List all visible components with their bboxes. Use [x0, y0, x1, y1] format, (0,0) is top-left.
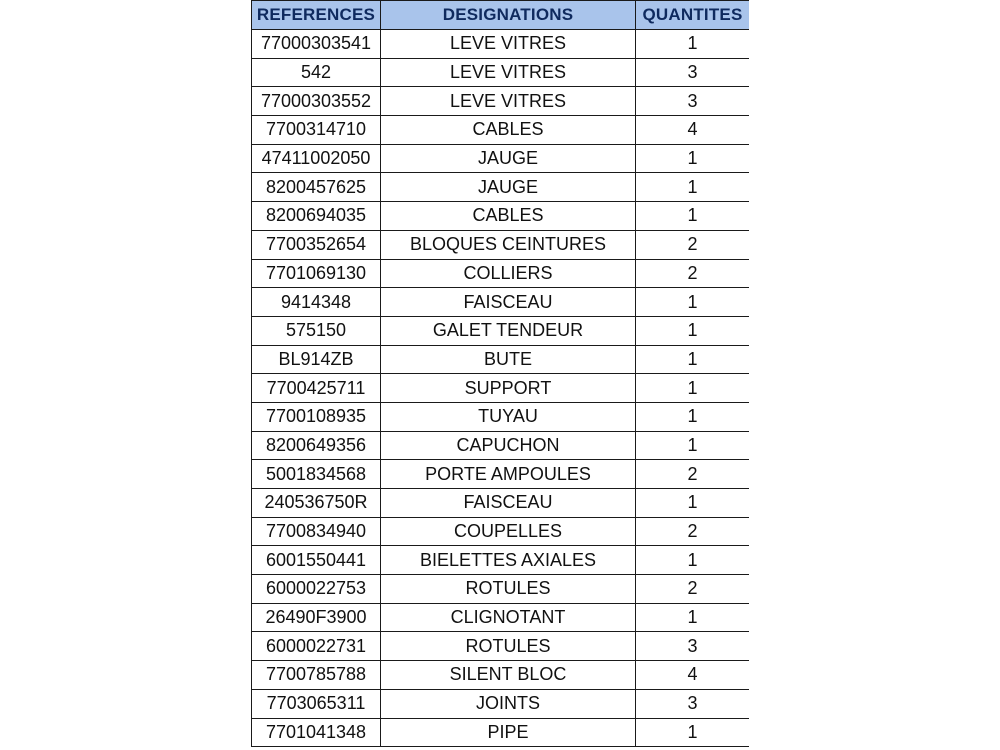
column-header-references: REFERENCES: [252, 1, 381, 30]
reference-cell: 8200694035: [252, 202, 381, 231]
table-row: [252, 144, 750, 173]
quantity-cell: 1: [636, 546, 750, 575]
quantity-cell: 1: [636, 173, 750, 202]
reference-cell: 7701069130: [252, 259, 381, 288]
designation-cell: LEVE VITRES: [381, 30, 636, 59]
quantity-cell: 4: [636, 661, 750, 690]
reference-cell: 8200457625: [252, 173, 381, 202]
quantity-cell: 3: [636, 87, 750, 116]
table-row: [252, 316, 750, 345]
table-row: [252, 489, 750, 518]
designation-cell: ROTULES: [381, 632, 636, 661]
designation-cell: COUPELLES: [381, 517, 636, 546]
quantity-cell: 2: [636, 259, 750, 288]
table-row: [252, 689, 750, 718]
reference-cell: 240536750R: [252, 489, 381, 518]
designation-cell: LEVE VITRES: [381, 87, 636, 116]
parts-table: [251, 0, 749, 747]
quantity-cell: 1: [636, 30, 750, 59]
reference-cell: 7700785788: [252, 661, 381, 690]
table-body: [252, 30, 750, 747]
designation-cell: CAPUCHON: [381, 431, 636, 460]
designation-cell: FAISCEAU: [381, 288, 636, 317]
parts-spreadsheet: [251, 0, 749, 750]
designation-cell: TUYAU: [381, 402, 636, 431]
table-row: [252, 402, 750, 431]
table-row: [252, 173, 750, 202]
reference-cell: 7700352654: [252, 230, 381, 259]
table-row: [252, 30, 750, 59]
reference-cell: 7700834940: [252, 517, 381, 546]
reference-cell: 6000022731: [252, 632, 381, 661]
reference-cell: BL914ZB: [252, 345, 381, 374]
quantity-cell: 1: [636, 345, 750, 374]
reference-cell: 8200649356: [252, 431, 381, 460]
table-row: [252, 288, 750, 317]
table-row: [252, 546, 750, 575]
quantity-cell: 3: [636, 632, 750, 661]
designation-cell: SUPPORT: [381, 374, 636, 403]
reference-cell: 575150: [252, 316, 381, 345]
designation-cell: CLIGNOTANT: [381, 603, 636, 632]
quantity-cell: 1: [636, 288, 750, 317]
designation-cell: FAISCEAU: [381, 489, 636, 518]
table-row: [252, 58, 750, 87]
table-row: [252, 603, 750, 632]
reference-cell: 7700314710: [252, 116, 381, 145]
column-header-quantites: QUANTITES: [636, 1, 750, 30]
quantity-cell: 1: [636, 489, 750, 518]
reference-cell: 542: [252, 58, 381, 87]
reference-cell: 7701041348: [252, 718, 381, 747]
table-row: [252, 116, 750, 145]
quantity-cell: 3: [636, 58, 750, 87]
table-row: [252, 517, 750, 546]
designation-cell: PIPE: [381, 718, 636, 747]
table-row: [252, 575, 750, 604]
quantity-cell: 1: [636, 603, 750, 632]
table-row: [252, 718, 750, 747]
quantity-cell: 2: [636, 517, 750, 546]
designation-cell: ROTULES: [381, 575, 636, 604]
designation-cell: BLOQUES CEINTURES: [381, 230, 636, 259]
designation-cell: GALET TENDEUR: [381, 316, 636, 345]
designation-cell: BUTE: [381, 345, 636, 374]
table-row: [252, 259, 750, 288]
table-row: [252, 87, 750, 116]
reference-cell: 6000022753: [252, 575, 381, 604]
table-row: [252, 202, 750, 231]
designation-cell: BIELETTES AXIALES: [381, 546, 636, 575]
designation-cell: JOINTS: [381, 689, 636, 718]
column-header-designations: DESIGNATIONS: [381, 1, 636, 30]
reference-cell: 26490F3900: [252, 603, 381, 632]
reference-cell: 77000303541: [252, 30, 381, 59]
header-row: [252, 1, 750, 30]
designation-cell: PORTE AMPOULES: [381, 460, 636, 489]
quantity-cell: 1: [636, 374, 750, 403]
reference-cell: 9414348: [252, 288, 381, 317]
quantity-cell: 1: [636, 718, 750, 747]
quantity-cell: 2: [636, 575, 750, 604]
designation-cell: LEVE VITRES: [381, 58, 636, 87]
table-row: [252, 661, 750, 690]
quantity-cell: 1: [636, 431, 750, 460]
designation-cell: JAUGE: [381, 144, 636, 173]
table-row: [252, 374, 750, 403]
reference-cell: 7700108935: [252, 402, 381, 431]
table-row: [252, 632, 750, 661]
reference-cell: 6001550441: [252, 546, 381, 575]
table-row: [252, 345, 750, 374]
designation-cell: SILENT BLOC: [381, 661, 636, 690]
designation-cell: COLLIERS: [381, 259, 636, 288]
reference-cell: 77000303552: [252, 87, 381, 116]
quantity-cell: 2: [636, 230, 750, 259]
reference-cell: 47411002050: [252, 144, 381, 173]
table-row: [252, 230, 750, 259]
reference-cell: 7703065311: [252, 689, 381, 718]
quantity-cell: 1: [636, 402, 750, 431]
quantity-cell: 1: [636, 316, 750, 345]
reference-cell: 5001834568: [252, 460, 381, 489]
table-row: [252, 460, 750, 489]
designation-cell: CABLES: [381, 202, 636, 231]
quantity-cell: 1: [636, 202, 750, 231]
designation-cell: CABLES: [381, 116, 636, 145]
quantity-cell: 2: [636, 460, 750, 489]
table-row: [252, 431, 750, 460]
quantity-cell: 4: [636, 116, 750, 145]
quantity-cell: 3: [636, 689, 750, 718]
reference-cell: 7700425711: [252, 374, 381, 403]
quantity-cell: 1: [636, 144, 750, 173]
designation-cell: JAUGE: [381, 173, 636, 202]
